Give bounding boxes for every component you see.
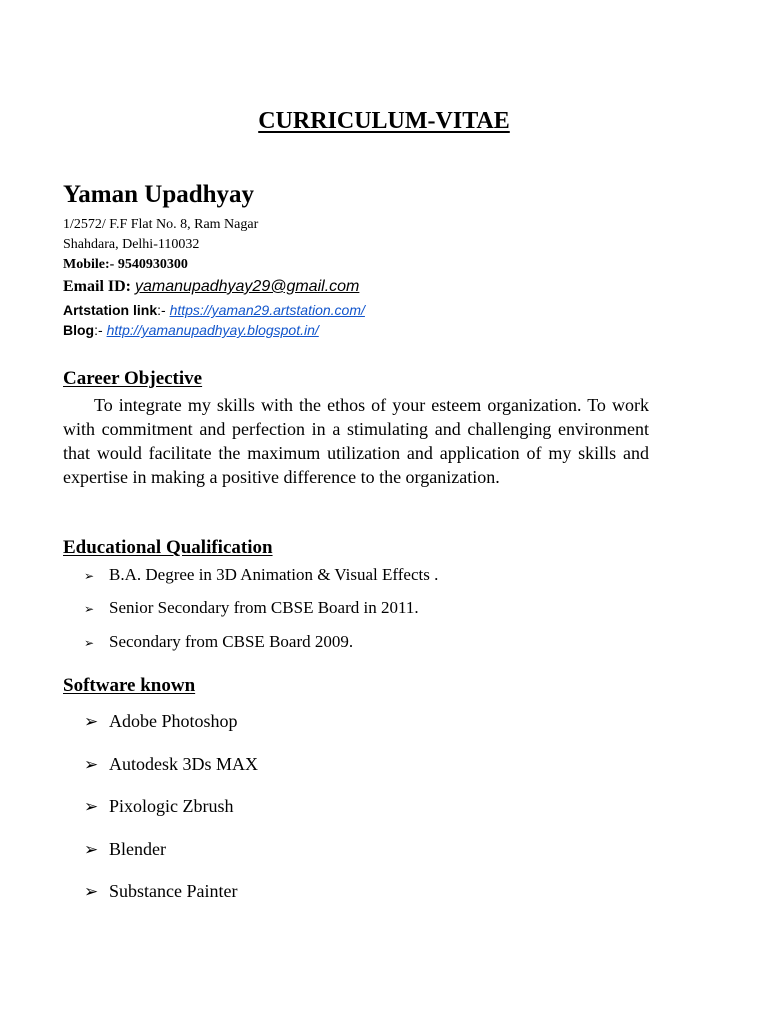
education-item (84, 598, 419, 618)
document-title: CURRICULUM-VITAE (258, 108, 510, 134)
artstation-label: Artstation link (63, 302, 158, 318)
career-objective-heading: Career Objective (63, 368, 203, 389)
blog-label: Blog (63, 322, 95, 338)
software-item (84, 839, 166, 860)
software-item (84, 754, 258, 775)
education-item-text: Secondary from CBSE Board 2009. (109, 632, 354, 651)
blog-row (63, 322, 319, 338)
software-heading: Software known (63, 675, 196, 696)
artstation-row (63, 302, 365, 318)
education-item-text: Senior Secondary from CBSE Board in 2011. (109, 598, 419, 617)
career-objective-text: To integrate my skills with the ethos of your esteem organization. To work with commitment and perfection in a stimulating and challenging environment that would facilitate the maximum utilization and application of my skills and expertise in making a positive difference to the organization. (63, 395, 649, 487)
education-item (84, 565, 438, 585)
arrow-bullet-icon: ➢ (84, 636, 95, 650)
arrow-bullet-icon: ➢ (84, 602, 95, 616)
address-line-1: 1/2572/ F.F Flat No. 8, Ram Nagar (63, 217, 259, 232)
email-row (63, 278, 359, 296)
software-item-text: Autodesk 3Ds MAX (109, 754, 259, 774)
arrow-bullet-icon: ➢ (84, 755, 99, 774)
artstation-link[interactable]: https://yaman29.artstation.com/ (169, 302, 365, 318)
blog-separator: :- (94, 322, 107, 338)
software-item-text: Substance Painter (109, 881, 238, 901)
artstation-separator: :- (157, 302, 170, 318)
address-line-2: Shahdara, Delhi-110032 (63, 237, 200, 252)
education-item (84, 632, 353, 652)
software-item (84, 796, 234, 817)
candidate-name: Yaman Upadhyay (63, 181, 255, 208)
mobile-number: Mobile:- 9540930300 (63, 257, 188, 272)
software-item-text: Blender (109, 839, 166, 859)
software-item-text: Adobe Photoshop (109, 711, 238, 731)
arrow-bullet-icon: ➢ (84, 712, 99, 731)
software-item (84, 881, 237, 902)
arrow-bullet-icon: ➢ (84, 797, 99, 816)
arrow-bullet-icon: ➢ (84, 569, 95, 583)
education-heading: Educational Qualification (63, 537, 273, 558)
software-item-text: Pixologic Zbrush (109, 796, 234, 816)
software-item (84, 711, 238, 732)
arrow-bullet-icon: ➢ (84, 840, 99, 859)
blog-link[interactable]: http://yamanupadhyay.blogspot.in/ (106, 322, 319, 338)
email-label: Email ID: (63, 278, 131, 295)
education-item-text: B.A. Degree in 3D Animation & Visual Effects . (109, 565, 439, 584)
email-link[interactable]: yamanupadhyay29@gmail.com (135, 278, 360, 295)
arrow-bullet-icon: ➢ (84, 882, 99, 901)
